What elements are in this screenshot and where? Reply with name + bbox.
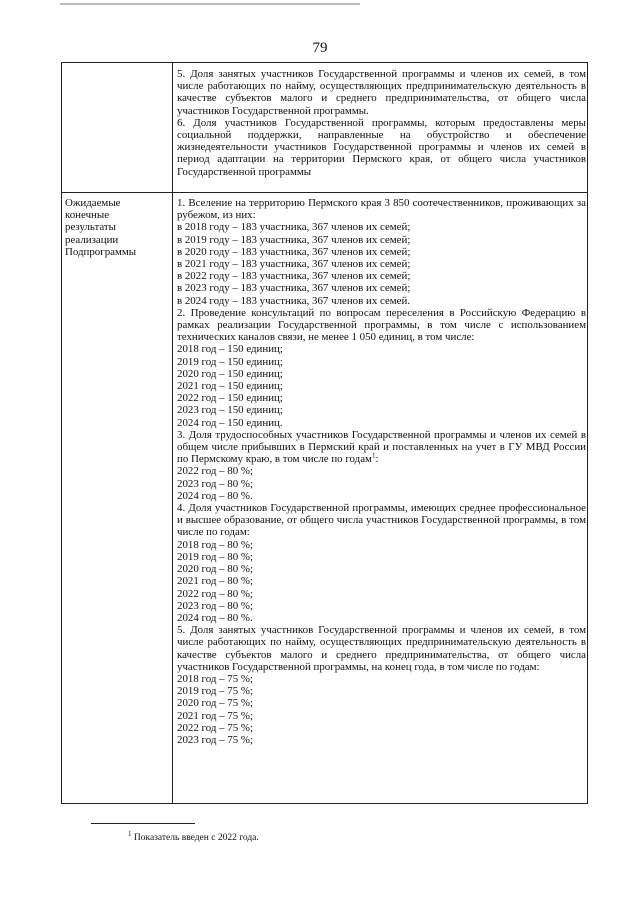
result-1-year-line: в 2018 году – 183 участника, 367 членов их семей; [177, 221, 411, 234]
result-1-year-line: в 2022 году – 183 участника, 367 членов их семей; [177, 270, 411, 283]
result-2-intro: 2. Проведение консультаций по вопросам переселения в Российскую Федерацию в рамках реализации Государственной программы, в том числе с использованием технических каналов связи, не менее 1 050 единиц, в том числе: [177, 306, 586, 344]
expected-results-content [177, 197, 586, 746]
result-5-intro: 5. Доля занятых участников Государственной программы и членов их семей, в том числе работающих по найму, осуществляющих предпринимательскую деятельность в качестве субъектов малого и среднего предпринимательства, от общего числа участников Государственной программы, на конец года, в том числе по годам: [177, 624, 586, 673]
result-2-year-line: 2023 год – 150 единиц; [177, 404, 283, 417]
result-3-year-line: 2023 год – 80 %; [177, 477, 253, 490]
page-number: 79 [312, 40, 328, 56]
footnote-text: Показатель введен с 2022 года. [131, 833, 259, 843]
result-2-year-line: 2022 год – 150 единиц; [177, 392, 283, 405]
result-5-year-line: 2019 год – 75 %; [177, 685, 253, 698]
label-line: конечные [65, 209, 110, 222]
result-4-year-line: 2022 год – 80 %; [177, 587, 253, 600]
result-4-year-line: 2021 год – 80 %; [177, 575, 253, 588]
label-line: результаты [65, 221, 116, 234]
result-3-year-line: 2024 год – 80 %. [177, 489, 253, 502]
result-1-year-line: в 2020 году – 183 участника, 367 членов их семей; [177, 245, 411, 258]
result-2-year-line: 2019 год – 150 единиц; [177, 355, 283, 368]
indicator-5-text: 5. Доля занятых участников Государственной программы и членов их семей, в том числе работающих по найму, осуществляющих предпринимательскую деятельность в качестве субъектов малого и среднего предпринимательства, от общего числа участников Государственной программы. [177, 68, 586, 117]
row-divider [62, 192, 587, 193]
footnote-mark: 1 [128, 829, 132, 838]
result-5-year-line: 2020 год – 75 %; [177, 697, 253, 710]
result-1-year-line: в 2021 году – 183 участника, 367 членов их семей; [177, 258, 411, 271]
footnote-reference: 1 [371, 451, 376, 460]
indicator-6-text: 6. Доля участников Государственной программы, которым предоставлены меры социальной поддержки, направленные на обустройство и обеспечение жизнедеятельности участников Государственной программы и членов их семей в период адаптации на территории Пермского края, от общего числа участников Государственной программы [177, 116, 586, 178]
result-4-year-line: 2019 год – 80 %; [177, 550, 253, 563]
result-4-intro: 4. Доля участников Государственной программы, имеющих среднее профессиональное и высшее образование, от общего числа участников Государственной программы, в том числе по годам: [177, 502, 586, 539]
result-4-year-line: 2023 год – 80 %; [177, 599, 253, 612]
result-1-year-line: в 2023 году – 183 участника, 367 членов их семей; [177, 282, 411, 295]
result-2-year-line: 2018 год – 150 единиц; [177, 343, 283, 356]
result-3-intro-end: : [375, 453, 379, 466]
results-table [61, 62, 588, 804]
label-line: Подпрограммы [65, 245, 137, 258]
result-5-year-line: 2021 год – 75 %; [177, 709, 253, 722]
result-2-year-line: 2021 год – 150 единиц; [177, 380, 283, 393]
expected-results-label [65, 197, 170, 258]
result-5-year-line: 2022 год – 75 %; [177, 721, 253, 734]
result-1-intro: 1. Вселение на территорию Пермского края 3 850 соотечественников, проживающих за рубежом, из них: [177, 197, 586, 222]
column-divider [172, 63, 173, 803]
result-4-year-line: 2018 год – 80 %; [177, 538, 253, 551]
result-1-year-line: в 2019 году – 183 участника, 367 членов их семей; [177, 233, 411, 246]
label-line: Ожидаемые [65, 197, 121, 209]
result-3-year-line: 2022 год – 80 %; [177, 465, 253, 478]
result-3-intro [177, 429, 586, 466]
result-5-year-line: 2023 год – 75 %; [177, 733, 253, 746]
footnote-separator [91, 823, 195, 824]
top-row-content [177, 68, 586, 178]
result-3-intro-text: 3. Доля трудоспособных участников Государственной программы и членов их семей в общем числе прибывших в Пермский край и поставленных на учет в ГУ МВД России по Пермскому краю, в том числе по годам [177, 428, 586, 466]
result-5-year-line: 2018 год – 75 %; [177, 672, 253, 685]
result-1-year-line: в 2024 году – 183 участника, 367 членов их семей. [177, 294, 411, 307]
result-4-year-line: 2024 год – 80 %. [177, 611, 253, 624]
result-4-year-line: 2020 год – 80 %; [177, 563, 253, 576]
label-line: реализации [65, 233, 119, 246]
result-2-year-line: 2024 год – 150 единиц. [177, 416, 283, 429]
footnote [128, 829, 259, 843]
result-2-year-line: 2020 год – 150 единиц; [177, 367, 283, 380]
scan-artifact-line [60, 3, 360, 5]
